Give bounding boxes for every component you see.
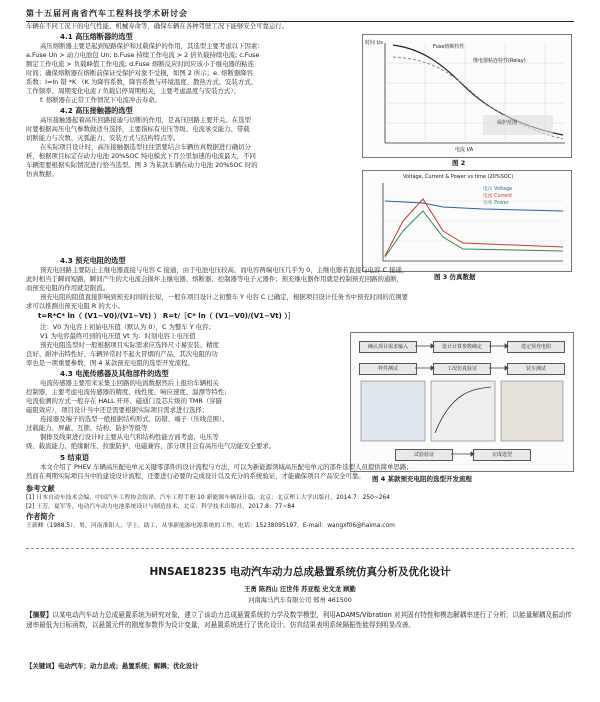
paper2-abstract xyxy=(26,610,574,630)
flow-arrows xyxy=(351,333,573,471)
paragraph-line: 预充电阻的阻值直接影响到预充时间的长短，一般在项目设计之初整车 Y 电容 C 已确定，根据项目设计任务书中预充时间的范围要 xyxy=(40,293,408,301)
paragraph-line: 注：V0 为电容上初始电压值（默认为 0），C 为整车 Y 电容； xyxy=(40,323,215,331)
paragraph-line: 时要根据高压电气参数做适当选择，主要指标有电压等级、电流承受能力、带载 xyxy=(26,125,250,133)
paragraph-line: 本文介绍了 PHEV 车辆高压配电单元关键零部件的设计流程与方法，可以为新能源领域高压配电单元的部件选型人员提供简单思路； xyxy=(40,463,413,471)
section-heading: 4.2 高压接触器的选型 xyxy=(60,106,133,115)
paragraph-line: 然而在判期实际项目当中的建设设计流程，还要进行必要的完成设计以及充分的系统验证，才能确保项目产品安全可靠。 xyxy=(26,472,365,480)
paragraph-line: 铜排及线束进行设计时主要从电气和结构性能方面考虑，电压等 xyxy=(40,433,219,441)
paragraph-line: f. 熔断器在正常工作情况下电流冲击寿命。 xyxy=(40,96,161,104)
figure-2-fuse-characteristic xyxy=(362,34,572,158)
paragraph-line: 工作频率、周期变化电流 / 负载启停周期相关，主要考虑温度与安装方式）； xyxy=(26,87,240,95)
figure-4-caption: 图 4 某款预充电阻的选型开发流程 xyxy=(372,475,473,483)
precharge-formula: t=R*C* ln（ (V1−V0)/(V1−Vt) ） R=t/［C* ln（ (V1−V0)/(V1−Vt) ）］ xyxy=(38,312,295,320)
paragraph-line: 控制器，主要考虑电流传感器的精度、线性度、响应速度、温漂等特性； xyxy=(26,388,231,396)
reference-item: [2] 王芳，夏军等，电动汽车动力电池系统设计与制造技术，北京：科学技术出版社，2017.8：77~84 xyxy=(26,504,295,510)
simulation-chart xyxy=(363,171,571,271)
test-curve-panel xyxy=(431,381,495,441)
paragraph-line: 率也是一项重要参数，图 4 某款预充电阻的选型开发流程。 xyxy=(26,359,194,367)
paragraph-line: 预充电回路主要防止主继电器直接与电容 C 接通，由于电池电压较高，而电容两端电压几乎为 0，主继电器若直接与电容 C 接通， xyxy=(40,266,409,274)
paragraph-line: 预充电阻选型时一般根据项目实际需求应选择尺寸易安装、精度 xyxy=(40,341,219,349)
author-text: 王新峰（1988.5），男，河南淮阳人，学士，助工，从事新能源电源系统的工作，电话：15238095197，E-mail：wangxf06@haima.com xyxy=(26,523,395,529)
intro-line: 车辆在不同工况下的电气性能、机械寿命等，确保车辆在各种驾驶工况下能够安全可靠运行。 xyxy=(26,22,289,30)
fuse-curve-chart xyxy=(363,35,571,157)
flow-step: 确认项目需求输入 xyxy=(359,341,417,353)
legend-relay: 继电器粘连特性(Relay) xyxy=(473,58,526,64)
legend-fuse: Fuse熔断特性 xyxy=(433,44,465,50)
paragraph-line: 而预充电阻的作用就是限流。 xyxy=(26,284,110,292)
paper2-authors: 王勇 陈西山 汪世伟 苏亚程 史文龙 顾勤 xyxy=(244,586,356,593)
paragraph-line: 过载能力、屏蔽、互锁、结构、防护等级等 xyxy=(26,424,148,432)
flow-step: 装车测试 xyxy=(507,363,565,375)
paragraph-line: 系数：I=In 错 *K （K 为降容系数，降容系数与环境温度、散热方式、安装方式、 xyxy=(26,78,257,86)
section-heading: 5 结束语 xyxy=(60,453,90,462)
paragraph-line: V1 为电容最终可到的电压值 Vt 为：时刻电容上电压值 xyxy=(40,332,196,340)
paper2-title: HNSAE18235 电动汽车动力总成悬置系统仿真分析及优化设计 xyxy=(149,566,451,578)
paper2-keywords: 【关键词】电动汽车；动力总成；悬置系统；解耦；优化设计 xyxy=(26,662,199,670)
y-axis-label: 时间 t/s xyxy=(365,40,383,46)
flow-step: 试验验证 xyxy=(395,449,453,461)
paragraph-line: a.Fuse Un > 动力电池包 Un; b.Fuse 持续工作电流 > 2 倍负载持续电流; c.Fuse xyxy=(26,51,260,59)
flow-step: 工况仿真验证 xyxy=(433,363,491,375)
paragraph-line: 在实际项目设计时，高压接触器选型往往需要结合车辆仿真数据进行确切分 xyxy=(40,143,251,151)
paragraph-line: 磁阻效应），项目设计当中还是需要根据实际项目需求进行选择； xyxy=(26,406,209,414)
legend-power: 功率 Power xyxy=(483,201,509,206)
x-axis-label: 电流 I/A xyxy=(455,147,474,153)
flow-step: 完成选型 xyxy=(473,449,531,461)
protect-zone xyxy=(483,115,553,135)
legend-current: 电流 Current xyxy=(483,194,513,199)
paragraph-line: 车辆需要根据实际情况进行恰当选型。图 3 为某款车辆在动力电池 20%SOC 时的 xyxy=(26,161,258,169)
power-series xyxy=(385,211,563,257)
paragraph-line: 此时相当于瞬间短路，瞬间产生的大电流会损坏主继电器、熔断器、控制器等电子元器件；预充继电器作用就是控制预充回路的通断， xyxy=(26,275,404,283)
section-divider xyxy=(26,548,574,549)
abstract-text: 以某电动汽车动力总成悬置系统为研究对象，建立了该动力总成悬置系统的力学及数学模型，利用ADAMS/Vibration 对其固有特性和模态解耦率进行了分析，以能量解耦及振动传递率最低为目标函数，以悬置元件的刚度参数作为设计变量，对悬置系统进行了优化设计。仿真结果表明系统隔振性能得到明显改善。 xyxy=(26,611,572,629)
section-heading: 4.3 电流传感器及其他部件的选型 xyxy=(60,369,169,378)
paragraph-line: 时间；确保熔断器在熔断前保证受保护对象不受损，如图 2 所示；e. 熔断器降容 xyxy=(26,69,254,77)
paragraph-line: 连接器及端子的选型一般根据结构形式、防错、端子（压线范围）、 xyxy=(40,415,229,423)
author-heading: 作者简介 xyxy=(26,512,55,521)
paragraph-line: 良好、耐冲击特性好、车辆异常时不起火冒烟的产品，其次电阻的功 xyxy=(26,350,218,358)
paper2-affiliation: 河南海马汽车有限公司 郑州 461500 xyxy=(248,597,352,604)
paragraph-line: 仿真数据。 xyxy=(26,170,58,178)
current-series xyxy=(385,199,563,256)
figure-3-simulation xyxy=(362,170,572,272)
paragraph-line: 求可以推测出预充电阻 R 的大小。 xyxy=(26,302,124,310)
chart-title: Voltage, Current & Power vs time (20%SOC) xyxy=(403,174,514,180)
vehicle-test-photo xyxy=(501,381,563,441)
paragraph-line: 电流传感器主要用来采集主回路的电流数据然后上报给车辆相关 xyxy=(40,379,219,387)
figure-4-flow xyxy=(350,332,574,472)
legend-zone: 保护范围 xyxy=(497,120,518,126)
paragraph-line: 高压熔断器主要是起到短路保护和过载保护的作用，其选型主要考虑以下因素： xyxy=(40,42,264,50)
paragraph-line: 切断能力与次数、灭弧能力、安装方式与结构特点等。 xyxy=(26,134,180,142)
paragraph-line: 额定工作电流 > 负载峰值工作电流; d.Fuse 熔断反应时间应该小于继电器的粘连 xyxy=(26,60,255,68)
resistor-photo xyxy=(361,381,425,441)
flow-step: 设计计算参数确定 xyxy=(433,341,491,353)
figure-2-caption: 图 2 xyxy=(452,159,466,167)
paragraph-line: 高压接触器起着高压回路接通与切断的作用，是高压回路主要开关。在选型 xyxy=(40,116,251,124)
paragraph-line: 电流检测的方式一般存在 HALL 开环、磁通门及芯片级的 TMR（穿隧 xyxy=(26,397,223,405)
flow-step: 选定预充电阻 xyxy=(507,341,565,353)
page-header: 第十五届河南省汽车工程科技学术研讨会 xyxy=(26,8,574,22)
paragraph-line: 级、载流能力、绝缘耐压、拉脱防护、电磁兼容，部分项目会有高压电气功能安全要求。 xyxy=(26,442,276,450)
voltage-series xyxy=(385,201,563,211)
figure-3-caption: 图 3 仿真数据 xyxy=(434,273,476,281)
legend-voltage: 电压 Voltage xyxy=(483,187,513,192)
references-heading: 参考文献 xyxy=(26,484,55,493)
section-heading: 4.3 预充电阻的选型 xyxy=(60,256,126,265)
section-heading: 4.1 高压熔断器的选型 xyxy=(60,32,133,41)
paragraph-line: 析，根据项目标定在动力电池 20%SOC 纯电模式下百公里加速的电流最大，不同 xyxy=(26,152,256,160)
flow-step: 样件测试 xyxy=(359,363,417,375)
reference-item: [1] 日本自动车技术会编，中国汽车工程协会组译，汽车工程手册 10 新能源车辆设计篇，北京：北京理工大学出版社，2014.7：250~264 xyxy=(26,495,391,501)
abstract-label: 【摘要】 xyxy=(26,611,53,619)
